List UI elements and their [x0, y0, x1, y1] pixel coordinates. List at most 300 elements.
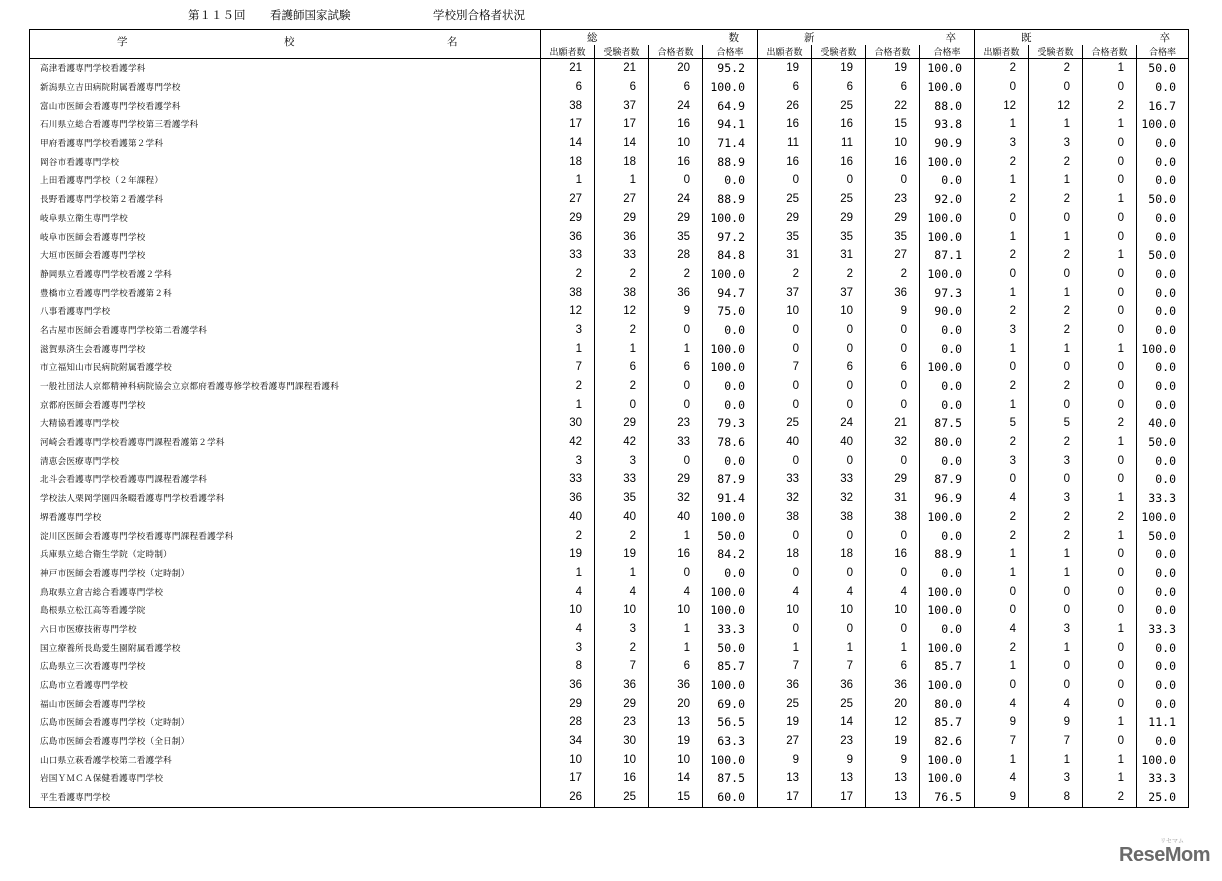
count-cell: 0: [812, 171, 866, 190]
pass-rate-cell: 33.3: [1137, 620, 1189, 639]
count-cell: 1: [975, 227, 1029, 246]
pass-rate-cell: 0.0: [1137, 209, 1189, 228]
count-cell: 0: [866, 377, 920, 396]
count-cell: 23: [595, 713, 649, 732]
table-row: [30, 713, 1189, 732]
count-cell: 42: [541, 433, 595, 452]
table-row: [30, 265, 1189, 284]
count-cell: 19: [866, 59, 920, 78]
sub-header-cell: 合格者数: [1083, 45, 1137, 59]
count-cell: 1: [649, 620, 703, 639]
count-cell: 25: [812, 190, 866, 209]
count-cell: 0: [1029, 582, 1083, 601]
count-cell: 1: [1083, 526, 1137, 545]
count-cell: 1: [1083, 190, 1137, 209]
table-row: [30, 788, 1189, 807]
count-cell: 27: [541, 190, 595, 209]
count-cell: 3: [541, 451, 595, 470]
count-cell: 16: [649, 545, 703, 564]
pass-rate-cell: 0.0: [1137, 152, 1189, 171]
count-cell: 12: [541, 302, 595, 321]
count-cell: 2: [812, 265, 866, 284]
count-cell: 33: [541, 246, 595, 265]
school-name-cell: 名古屋市医師会看護専門学校第二看護学科: [30, 321, 541, 340]
school-name-cell: 広島市立看護専門学校: [30, 676, 541, 695]
school-name-cell: 北斗会看護専門学校看護専門課程看護学科: [30, 470, 541, 489]
count-cell: 0: [1083, 694, 1137, 713]
count-cell: 0: [1083, 171, 1137, 190]
count-cell: 16: [866, 545, 920, 564]
count-cell: 7: [812, 657, 866, 676]
count-cell: 0: [758, 526, 812, 545]
pass-rate-cell: 0.0: [703, 451, 758, 470]
count-cell: 10: [595, 750, 649, 769]
count-cell: 2: [975, 508, 1029, 527]
pass-rate-cell: 0.0: [703, 564, 758, 583]
count-cell: 29: [649, 470, 703, 489]
count-cell: 1: [1083, 750, 1137, 769]
pass-rate-cell: 100.0: [703, 582, 758, 601]
count-cell: 32: [649, 489, 703, 508]
count-cell: 42: [595, 433, 649, 452]
count-cell: 14: [812, 713, 866, 732]
count-cell: 13: [866, 769, 920, 788]
count-cell: 0: [1083, 470, 1137, 489]
pass-rate-cell: 100.0: [703, 265, 758, 284]
count-cell: 0: [812, 377, 866, 396]
count-cell: 0: [1029, 265, 1083, 284]
count-cell: 17: [541, 769, 595, 788]
count-cell: 27: [595, 190, 649, 209]
count-cell: 9: [758, 750, 812, 769]
count-cell: 0: [1083, 283, 1137, 302]
count-cell: 0: [1083, 564, 1137, 583]
pass-rate-cell: 0.0: [1137, 171, 1189, 190]
count-cell: 0: [975, 265, 1029, 284]
count-cell: 16: [758, 152, 812, 171]
pass-rate-cell: 100.0: [703, 750, 758, 769]
count-cell: 0: [758, 451, 812, 470]
count-cell: 13: [758, 769, 812, 788]
pass-rate-cell: 76.5: [920, 788, 975, 807]
pass-rate-cell: 0.0: [1137, 265, 1189, 284]
school-name-cell: 平生看護専門学校: [30, 788, 541, 807]
count-cell: 1: [541, 339, 595, 358]
pass-rate-cell: 87.9: [703, 470, 758, 489]
count-cell: 40: [595, 508, 649, 527]
count-cell: 0: [1029, 470, 1083, 489]
pass-rate-cell: 87.9: [920, 470, 975, 489]
count-cell: 10: [649, 134, 703, 153]
table-row: [30, 152, 1189, 171]
count-cell: 40: [812, 433, 866, 452]
count-cell: 15: [866, 115, 920, 134]
pass-rate-cell: 0.0: [1137, 134, 1189, 153]
count-cell: 37: [595, 96, 649, 115]
count-cell: 14: [595, 134, 649, 153]
count-cell: 1: [1029, 564, 1083, 583]
pass-rate-cell: 50.0: [1137, 246, 1189, 265]
count-cell: 40: [541, 508, 595, 527]
count-cell: 36: [866, 283, 920, 302]
count-cell: 36: [541, 227, 595, 246]
count-cell: 2: [595, 526, 649, 545]
count-cell: 2: [595, 377, 649, 396]
count-cell: 2: [975, 152, 1029, 171]
pass-rate-cell: 60.0: [703, 788, 758, 807]
count-cell: 3: [541, 638, 595, 657]
table-row: [30, 115, 1189, 134]
count-cell: 38: [595, 283, 649, 302]
count-cell: 6: [758, 78, 812, 97]
count-cell: 7: [975, 732, 1029, 751]
pass-rate-cell: 87.5: [703, 769, 758, 788]
table-row: [30, 676, 1189, 695]
count-cell: 10: [812, 601, 866, 620]
count-cell: 25: [812, 96, 866, 115]
pass-rate-cell: 88.9: [920, 545, 975, 564]
count-cell: 12: [1029, 96, 1083, 115]
count-cell: 29: [595, 209, 649, 228]
pass-rate-cell: 100.0: [920, 78, 975, 97]
count-cell: 36: [595, 676, 649, 695]
count-cell: 16: [812, 115, 866, 134]
school-name-cell: 神戸市医師会看護専門学校（定時制）: [30, 564, 541, 583]
pass-rate-cell: 50.0: [1137, 190, 1189, 209]
school-name-header: 学 校 名: [30, 30, 541, 59]
count-cell: 16: [649, 152, 703, 171]
count-cell: 29: [649, 209, 703, 228]
count-cell: 1: [1083, 115, 1137, 134]
count-cell: 3: [975, 451, 1029, 470]
pass-rate-cell: 0.0: [1137, 395, 1189, 414]
count-cell: 33: [758, 470, 812, 489]
count-cell: 0: [866, 321, 920, 340]
school-name-cell: 堺看護専門学校: [30, 508, 541, 527]
count-cell: 0: [812, 564, 866, 583]
pass-rate-cell: 50.0: [703, 638, 758, 657]
table-row: [30, 638, 1189, 657]
school-name-cell: 市立福知山市民病院附属看護学校: [30, 358, 541, 377]
school-name-cell: 甲府看護専門学校看護第２学科: [30, 134, 541, 153]
count-cell: 10: [541, 750, 595, 769]
count-cell: 24: [649, 96, 703, 115]
count-cell: 4: [975, 769, 1029, 788]
count-cell: 0: [758, 395, 812, 414]
pass-rate-cell: 0.0: [703, 321, 758, 340]
pass-rate-cell: 0.0: [1137, 377, 1189, 396]
pass-rate-cell: 0.0: [1137, 657, 1189, 676]
count-cell: 15: [649, 788, 703, 807]
count-cell: 1: [975, 545, 1029, 564]
count-cell: 17: [812, 788, 866, 807]
count-cell: 0: [649, 395, 703, 414]
count-cell: 2: [541, 526, 595, 545]
count-cell: 1: [595, 171, 649, 190]
pass-rate-cell: 33.3: [1137, 769, 1189, 788]
count-cell: 33: [649, 433, 703, 452]
count-cell: 30: [595, 732, 649, 751]
count-cell: 37: [812, 283, 866, 302]
table-row: [30, 395, 1189, 414]
count-cell: 0: [866, 451, 920, 470]
sub-header-cell: 受験者数: [1029, 45, 1083, 59]
count-cell: 0: [1029, 676, 1083, 695]
count-cell: 0: [1083, 657, 1137, 676]
count-cell: 1: [1083, 713, 1137, 732]
count-cell: 25: [595, 788, 649, 807]
pass-rate-cell: 0.0: [1137, 302, 1189, 321]
count-cell: 2: [1029, 59, 1083, 78]
table-row: [30, 433, 1189, 452]
count-cell: 9: [649, 302, 703, 321]
count-cell: 0: [812, 620, 866, 639]
count-cell: 0: [975, 582, 1029, 601]
table-row: [30, 489, 1189, 508]
count-cell: 2: [541, 265, 595, 284]
table-row: [30, 582, 1189, 601]
pass-rate-cell: 0.0: [920, 377, 975, 396]
school-name-cell: 静岡県立看護専門学校看護２学科: [30, 265, 541, 284]
count-cell: 40: [758, 433, 812, 452]
count-cell: 1: [541, 564, 595, 583]
count-cell: 1: [1029, 339, 1083, 358]
pass-rate-cell: 16.7: [1137, 96, 1189, 115]
count-cell: 4: [595, 582, 649, 601]
school-name-cell: 鳥取県立倉吉総合看護専門学校: [30, 582, 541, 601]
count-cell: 19: [866, 732, 920, 751]
count-cell: 0: [1083, 302, 1137, 321]
pass-rate-cell: 0.0: [1137, 564, 1189, 583]
pass-rate-cell: 0.0: [920, 339, 975, 358]
table-row: [30, 227, 1189, 246]
count-cell: 2: [1083, 414, 1137, 433]
count-cell: 16: [866, 152, 920, 171]
count-cell: 19: [595, 545, 649, 564]
count-cell: 2: [1029, 526, 1083, 545]
count-cell: 0: [1083, 227, 1137, 246]
pass-rate-cell: 100.0: [920, 750, 975, 769]
count-cell: 1: [1029, 227, 1083, 246]
results-table: [29, 29, 1189, 808]
count-cell: 0: [866, 395, 920, 414]
school-name-cell: 兵庫県立総合衛生学院（定時制）: [30, 545, 541, 564]
table-row: [30, 732, 1189, 751]
pass-rate-cell: 0.0: [1137, 78, 1189, 97]
count-cell: 10: [866, 134, 920, 153]
pass-rate-cell: 88.9: [703, 152, 758, 171]
pass-rate-cell: 100.0: [920, 676, 975, 695]
count-cell: 0: [1083, 676, 1137, 695]
count-cell: 1: [1083, 489, 1137, 508]
school-name-cell: 学校法人栗岡学園四条畷看護専門学校看護学科: [30, 489, 541, 508]
count-cell: 0: [812, 395, 866, 414]
count-cell: 2: [1029, 321, 1083, 340]
count-cell: 24: [812, 414, 866, 433]
pass-rate-cell: 0.0: [703, 377, 758, 396]
count-cell: 2: [1029, 246, 1083, 265]
count-cell: 25: [758, 190, 812, 209]
count-cell: 14: [649, 769, 703, 788]
school-name-cell: 八事看護専門学校: [30, 302, 541, 321]
school-name-cell: 広島市医師会看護専門学校（定時制）: [30, 713, 541, 732]
table-row: [30, 694, 1189, 713]
count-cell: 36: [758, 676, 812, 695]
pass-rate-cell: 0.0: [1137, 694, 1189, 713]
count-cell: 2: [975, 433, 1029, 452]
count-cell: 4: [975, 694, 1029, 713]
count-cell: 3: [541, 321, 595, 340]
pass-rate-cell: 0.0: [1137, 545, 1189, 564]
count-cell: 1: [649, 339, 703, 358]
table-row: [30, 339, 1189, 358]
count-cell: 25: [758, 694, 812, 713]
pass-rate-cell: 64.9: [703, 96, 758, 115]
pass-rate-cell: 79.3: [703, 414, 758, 433]
count-cell: 6: [866, 358, 920, 377]
table-row: [30, 564, 1189, 583]
count-cell: 3: [1029, 489, 1083, 508]
count-cell: 0: [866, 339, 920, 358]
pass-rate-cell: 100.0: [703, 601, 758, 620]
pass-rate-cell: 100.0: [703, 209, 758, 228]
count-cell: 13: [866, 788, 920, 807]
count-cell: 0: [1083, 152, 1137, 171]
count-cell: 10: [866, 601, 920, 620]
school-name-cell: 京都府医師会看護専門学校: [30, 395, 541, 414]
count-cell: 7: [758, 358, 812, 377]
count-cell: 36: [541, 489, 595, 508]
count-cell: 1: [541, 395, 595, 414]
table-row: [30, 451, 1189, 470]
count-cell: 18: [595, 152, 649, 171]
count-cell: 2: [1029, 190, 1083, 209]
table-row: [30, 358, 1189, 377]
school-name-cell: 一般社団法人京都精神科病院協会立京都府看護専修学校看護専門課程看護科: [30, 377, 541, 396]
count-cell: 4: [1029, 694, 1083, 713]
count-cell: 0: [1083, 377, 1137, 396]
table-row: [30, 78, 1189, 97]
count-cell: 38: [758, 508, 812, 527]
count-cell: 12: [866, 713, 920, 732]
count-cell: 29: [595, 694, 649, 713]
count-cell: 1: [1029, 638, 1083, 657]
sub-header-cell: 合格率: [703, 45, 758, 59]
count-cell: 6: [866, 78, 920, 97]
count-cell: 19: [758, 59, 812, 78]
count-cell: 29: [541, 694, 595, 713]
count-cell: 16: [812, 152, 866, 171]
count-cell: 12: [975, 96, 1029, 115]
pass-rate-cell: 50.0: [1137, 526, 1189, 545]
count-cell: 0: [758, 171, 812, 190]
school-name-cell: 岐阜市医師会看護専門学校: [30, 227, 541, 246]
count-cell: 0: [1029, 209, 1083, 228]
count-cell: 38: [812, 508, 866, 527]
count-cell: 26: [541, 788, 595, 807]
table-row: [30, 620, 1189, 639]
pass-rate-cell: 82.6: [920, 732, 975, 751]
pass-rate-cell: 84.2: [703, 545, 758, 564]
pass-rate-cell: 85.7: [920, 657, 975, 676]
count-cell: 32: [758, 489, 812, 508]
count-cell: 17: [758, 788, 812, 807]
pass-rate-cell: 91.4: [703, 489, 758, 508]
pass-rate-cell: 85.7: [920, 713, 975, 732]
count-cell: 1: [541, 171, 595, 190]
pass-rate-cell: 80.0: [920, 694, 975, 713]
count-cell: 10: [758, 601, 812, 620]
count-cell: 2: [649, 265, 703, 284]
count-cell: 0: [975, 358, 1029, 377]
count-cell: 1: [1083, 246, 1137, 265]
count-cell: 3: [1029, 134, 1083, 153]
count-cell: 2: [595, 265, 649, 284]
count-cell: 2: [1083, 508, 1137, 527]
count-cell: 23: [812, 732, 866, 751]
count-cell: 3: [975, 321, 1029, 340]
pass-rate-cell: 96.9: [920, 489, 975, 508]
pass-rate-cell: 0.0: [920, 526, 975, 545]
count-cell: 9: [975, 713, 1029, 732]
pass-rate-cell: 0.0: [1137, 676, 1189, 695]
pass-rate-cell: 100.0: [920, 638, 975, 657]
count-cell: 38: [541, 96, 595, 115]
sub-header-cell: 合格者数: [866, 45, 920, 59]
count-cell: 9: [812, 750, 866, 769]
count-cell: 0: [1083, 582, 1137, 601]
count-cell: 29: [866, 470, 920, 489]
count-cell: 7: [1029, 732, 1083, 751]
count-cell: 3: [975, 134, 1029, 153]
count-cell: 3: [595, 451, 649, 470]
pass-rate-cell: 0.0: [1137, 470, 1189, 489]
count-cell: 1: [595, 564, 649, 583]
count-cell: 11: [812, 134, 866, 153]
count-cell: 2: [595, 321, 649, 340]
count-cell: 8: [1029, 788, 1083, 807]
pass-rate-cell: 63.3: [703, 732, 758, 751]
pass-rate-cell: 90.9: [920, 134, 975, 153]
count-cell: 9: [1029, 713, 1083, 732]
table-row: [30, 190, 1189, 209]
count-cell: 8: [541, 657, 595, 676]
pass-rate-cell: 93.8: [920, 115, 975, 134]
count-cell: 0: [866, 564, 920, 583]
pass-rate-cell: 100.0: [703, 676, 758, 695]
school-name-cell: 上田看護専門学校（２年課程）: [30, 171, 541, 190]
count-cell: 12: [595, 302, 649, 321]
count-cell: 21: [595, 59, 649, 78]
count-cell: 16: [595, 769, 649, 788]
count-cell: 16: [758, 115, 812, 134]
pass-rate-cell: 100.0: [920, 582, 975, 601]
count-cell: 1: [812, 638, 866, 657]
count-cell: 1: [975, 283, 1029, 302]
school-name-cell: 新潟県立吉田病院附属看護専門学校: [30, 78, 541, 97]
count-cell: 25: [758, 414, 812, 433]
count-cell: 2: [866, 265, 920, 284]
count-cell: 0: [1083, 395, 1137, 414]
pass-rate-cell: 100.0: [920, 209, 975, 228]
pass-rate-cell: 100.0: [703, 358, 758, 377]
count-cell: 6: [649, 358, 703, 377]
pass-rate-cell: 25.0: [1137, 788, 1189, 807]
school-name-cell: 広島市医師会看護専門学校（全日制）: [30, 732, 541, 751]
pass-rate-cell: 94.7: [703, 283, 758, 302]
school-name-cell: 福山市医師会看護専門学校: [30, 694, 541, 713]
count-cell: 20: [649, 694, 703, 713]
